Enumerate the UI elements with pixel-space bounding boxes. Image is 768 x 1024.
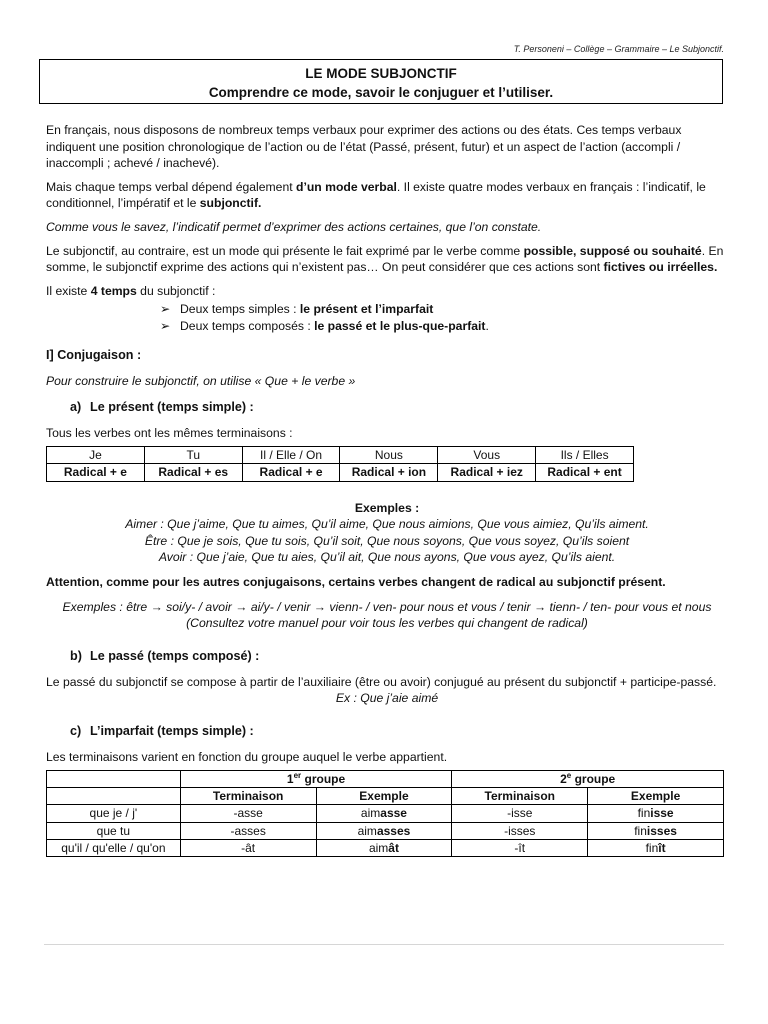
table-cell-empty [47, 788, 181, 805]
table-cell: -ît [452, 840, 588, 857]
arrow-bullet-icon: ➢ [160, 318, 171, 333]
page-subtitle: Comprendre ce mode, savoir le conjuguer et l’utiliser. [208, 85, 554, 101]
text-run: Le subjonctif, au contraire, est un mode qui présente le fait exprimé par le verbe comme [46, 243, 524, 258]
present-intro: Tous les verbes ont les mêmes terminaisons : [46, 426, 293, 441]
intro-paragraph-3: Comme vous le savez, l’indicatif permet d’exprimer des actions certaines, que l’on constate. [46, 219, 542, 234]
section-intro: Pour construire le subjonctif, on utilise « Que + le verbe » [46, 373, 356, 388]
table-cell [588, 805, 724, 822]
text-run: . Il existe quatre modes verbaux en français : l’indicatif, le conditionnel, l’impératif et le [46, 179, 706, 211]
present-endings-table [46, 446, 634, 482]
subsection-title: Le présent (temps simple) : [90, 400, 254, 415]
group-header-2 [452, 770, 724, 787]
subsection-heading-imparfait [46, 723, 728, 740]
ending: ât [388, 841, 399, 856]
subsection-title: Le passé (temps composé) : [90, 648, 260, 663]
table-row [47, 822, 724, 839]
table-cell: Radical + e [242, 464, 340, 481]
text-run: Il existe [46, 283, 91, 298]
group-header-1 [180, 770, 452, 787]
table-cell: Radical + iez [438, 464, 536, 481]
subsection-letter: b) [70, 648, 82, 663]
table-cell [588, 822, 724, 839]
text-run: Deux temps simples : [180, 302, 300, 317]
table-cell [316, 822, 452, 839]
table-cell: Je [47, 446, 145, 463]
group-number: 1 [286, 771, 294, 786]
table-cell: que tu [47, 822, 181, 839]
emphasis-4-temps: 4 temps [90, 283, 137, 298]
passe-text: Le passé du subjonctif se compose à partir de l’auxiliaire (être ou avoir) conjugué au présent du subjonctif + participe-passé. [46, 674, 717, 689]
main-content [46, 122, 728, 857]
table-row [47, 446, 634, 463]
group-number: 2 [560, 771, 567, 786]
example-line: Aimer : Que j’aime, Que tu aimes, Qu’il aime, Que nous aimions, Que vous aimiez, Qu’ils aiment. [125, 517, 649, 532]
subsection-letter: a) [70, 400, 82, 415]
table-cell: Il / Elle / On [242, 446, 340, 463]
table-cell: Tu [144, 446, 242, 463]
subsection-title: L’imparfait (temps simple) : [90, 724, 254, 739]
emphasis-subjonctif: subjonctif. [199, 196, 262, 211]
subsection-letter: c) [70, 724, 82, 739]
group-word: groupe [571, 771, 616, 786]
author-credit: T. Personeni – Collège – Grammaire – Le Subjonctif. [513, 44, 724, 54]
stem: aim [368, 841, 389, 856]
imparfait-intro: Les terminaisons varient en fonction du groupe auquel le verbe appartient. [46, 750, 448, 765]
intro-paragraph-4 [46, 243, 728, 276]
table-row [47, 840, 724, 857]
intro-paragraph-5 [46, 283, 728, 300]
ending: isses [646, 823, 677, 838]
examples-title: Exemples : [354, 500, 420, 515]
table-cell: -asse [180, 805, 316, 822]
manual-note: (Consultez votre manuel pour voir tous les verbes qui changent de radical) [186, 616, 588, 631]
emphasis-mode-verbal: d’un mode verbal [296, 179, 397, 194]
table-cell-empty [47, 770, 181, 787]
list-item [160, 301, 728, 318]
ordinal-suffix: e [566, 770, 572, 780]
ending: asse [380, 806, 407, 821]
arrow-bullet-icon: ➢ [160, 302, 171, 317]
column-header: Terminaison [180, 788, 316, 805]
column-header: Exemple [588, 788, 724, 805]
emphasis-possible: possible, supposé ou souhaité [523, 243, 702, 258]
text-run: Deux temps composés : [180, 318, 315, 333]
table-cell [588, 840, 724, 857]
subsection-heading-passe [46, 648, 728, 665]
example-line: Avoir : Que j’aie, Que tu aies, Qu’il ait, Que nous ayons, Que vous ayez, Qu’ils aient. [158, 550, 616, 565]
subsection-heading-present [46, 399, 728, 416]
example-line: Être : Que je sois, Que tu sois, Qu’il soit, Que nous soyons, Que vous soyez, Qu’ils soient [144, 533, 630, 548]
emphasis-simple-tenses: le présent et l’imparfait [299, 302, 434, 317]
table-cell: Radical + e [47, 464, 145, 481]
table-cell: Radical + ion [340, 464, 438, 481]
table-cell: -isse [452, 805, 588, 822]
table-cell: qu'il / qu'elle / qu'on [47, 840, 181, 857]
table-row [47, 788, 724, 805]
attention-note: Attention, comme pour les autres conjugaisons, certains verbes changent de radical au subjonctif présent. [46, 574, 666, 589]
ending: asses [376, 823, 411, 838]
title-box [39, 59, 723, 104]
table-cell [316, 840, 452, 857]
radical-examples: Exemples : être → soi/y- / avoir → ai/y- / venir → vienn- / ven- pour nous et vous / tenir → tienn- / ten- pour vous et nous [62, 599, 712, 614]
passe-example: Ex : Que j’aie aimé [335, 691, 439, 706]
stem: aim [360, 806, 381, 821]
table-cell [316, 805, 452, 822]
stem: aim [357, 823, 377, 838]
column-header: Exemple [316, 788, 452, 805]
section-heading-conjugaison: I] Conjugaison : [46, 347, 142, 362]
tense-list [46, 301, 728, 334]
page-title: LE MODE SUBJONCTIF [305, 66, 457, 81]
ending: isse [650, 806, 674, 821]
table-cell: Ils / Elles [536, 446, 634, 463]
table-cell: Radical + es [144, 464, 242, 481]
table-cell: Nous [340, 446, 438, 463]
table-cell: Vous [438, 446, 536, 463]
list-item [160, 318, 728, 335]
table-row [47, 464, 634, 481]
text-run: . [485, 318, 489, 333]
table-row [47, 770, 724, 787]
column-header: Terminaison [452, 788, 588, 805]
stem: fin [634, 823, 647, 838]
page-bottom-divider [44, 944, 724, 945]
table-cell: -asses [180, 822, 316, 839]
text-run: du subjonctif : [136, 283, 216, 298]
stem: fin [637, 806, 651, 821]
ordinal-suffix: er [293, 770, 302, 780]
group-word: groupe [301, 771, 346, 786]
imparfait-table [46, 770, 724, 858]
table-cell: -isses [452, 822, 588, 839]
stem: fin [645, 841, 659, 856]
table-row [47, 805, 724, 822]
table-cell: que je / j' [47, 805, 181, 822]
text-run: . En somme, le subjonctif exprime des actions qui n’existent pas… On peut considérer que ces actions sont [46, 243, 724, 275]
intro-paragraph-1: En français, nous disposons de nombreux temps verbaux pour exprimer des actions ou des états. Ces temps verbaux indiquent une position chronologique de l’action ou de l’état (Passé, présent, futur) et un aspect de l’action (accompli / inaccompli ; achevé / inachevé). [46, 123, 682, 171]
ending: ît [658, 841, 666, 856]
intro-paragraph-2 [46, 179, 728, 212]
emphasis-compound-tenses: le passé et le plus-que-parfait [314, 318, 486, 333]
emphasis-fictives: fictives ou irréelles. [603, 260, 718, 275]
table-cell: Radical + ent [536, 464, 634, 481]
text-run: Mais chaque temps verbal dépend également [46, 179, 296, 194]
table-cell: -ât [180, 840, 316, 857]
